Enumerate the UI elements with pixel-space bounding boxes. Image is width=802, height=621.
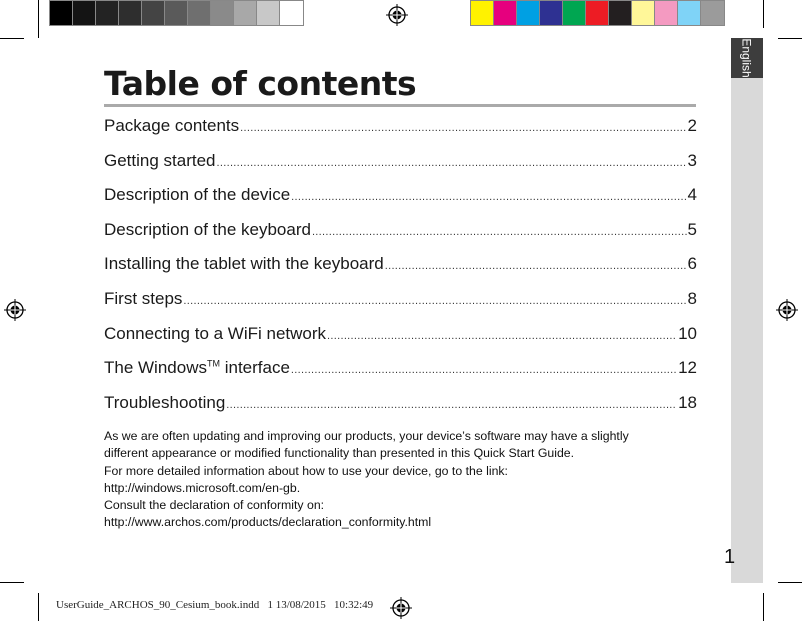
toc-entry-troubleshooting[interactable]: [104, 389, 697, 424]
toc-entry-connecting-wifi[interactable]: [104, 320, 697, 355]
crop-mark-top-right-h: [778, 38, 802, 39]
registration-mark-left: [4, 299, 26, 321]
title-rule: [104, 104, 696, 107]
toc-entry-description-device[interactable]: [104, 181, 697, 216]
info-notes: [104, 428, 714, 532]
trademark-mark: TM: [206, 358, 220, 369]
notes-link-microsoft[interactable]: http://windows.microsoft.com/en-gb.: [104, 480, 301, 495]
toc-entry-page: 18: [678, 392, 697, 412]
cmyk-swatch: [517, 1, 540, 25]
toc-entry-page: 4: [687, 185, 697, 205]
cmyk-swatch: [494, 1, 517, 25]
grayscale-color-bar: [49, 0, 304, 26]
crop-mark-top-right-v: [763, 0, 764, 28]
cmyk-swatch: [540, 1, 563, 25]
toc-list: [104, 112, 697, 423]
toc-entry-windows-interface[interactable]: [104, 354, 697, 389]
toc-entry-getting-started[interactable]: [104, 147, 697, 182]
toc-dot-leader: [226, 399, 677, 411]
cmyk-color-bar: [470, 0, 725, 26]
toc-dot-leader: [327, 330, 677, 342]
toc-entry-page: 2: [687, 116, 697, 135]
crop-mark-top-left-h: [0, 38, 24, 39]
grayscale-swatch: [280, 1, 303, 25]
grayscale-swatch: [257, 1, 280, 25]
toc-entry-label: Installing the tablet with the keyboard: [104, 254, 384, 274]
toc-dot-leader: [291, 364, 677, 376]
grayscale-swatch: [188, 1, 211, 25]
toc-dot-leader: [217, 157, 687, 169]
crop-mark-bottom-left-h: [0, 582, 24, 583]
grayscale-swatch: [211, 1, 234, 25]
cmyk-swatch: [586, 1, 609, 25]
toc-dot-leader: [291, 191, 686, 203]
crop-mark-bottom-left-v: [38, 593, 39, 621]
toc-entry-label: [104, 358, 290, 378]
toc-entry-first-steps[interactable]: [104, 285, 697, 320]
toc-dot-leader: [385, 260, 687, 272]
toc-entry-label-main: The Windows: [104, 358, 207, 378]
toc-dot-leader: [312, 226, 687, 238]
toc-entry-label: Troubleshooting: [104, 392, 226, 412]
notes-line: For more detailed information about how to use your device, go to the link:: [104, 463, 508, 478]
language-tab-label: English: [740, 38, 755, 78]
grayscale-swatch: [119, 1, 142, 25]
crop-mark-top-left-v: [38, 0, 39, 38]
cmyk-swatch: [471, 1, 494, 25]
toc-entry-description-keyboard[interactable]: [104, 216, 697, 251]
toc-dot-leader: [183, 295, 686, 307]
toc-entry-label: Description of the device: [104, 185, 291, 205]
notes-line: Consult the declaration of conformity on:: [104, 498, 325, 513]
toc-entry-page: 12: [678, 358, 697, 378]
cmyk-swatch: [609, 1, 632, 25]
toc-entry-page: 10: [678, 323, 697, 343]
cmyk-swatch: [678, 1, 701, 25]
page-title: Table of contents: [104, 64, 417, 103]
toc-dot-leader: [240, 122, 686, 134]
toc-entry-page: 6: [687, 254, 697, 274]
side-strip: [731, 38, 763, 583]
toc-entry-label: First steps: [104, 288, 183, 308]
grayscale-swatch: [73, 1, 96, 25]
cmyk-swatch: [655, 1, 678, 25]
grayscale-swatch: [234, 1, 257, 25]
toc-entry-label: Package contents: [104, 116, 240, 135]
toc-entry-page: 8: [687, 288, 697, 308]
notes-line: different appearance or modified functionality than presented in this Quick Start Guide.: [104, 446, 575, 461]
language-tab: [731, 38, 763, 78]
toc-entry-page: 5: [687, 219, 697, 239]
registration-mark-top: [386, 4, 408, 26]
toc-entry-package-contents[interactable]: [104, 112, 697, 147]
toc-entry-label: Getting started: [104, 150, 216, 170]
cmyk-swatch: [563, 1, 586, 25]
grayscale-swatch: [165, 1, 188, 25]
grayscale-swatch: [142, 1, 165, 25]
registration-mark-right: [776, 299, 798, 321]
toc-entry-label: Description of the keyboard: [104, 219, 311, 239]
notes-link-archos-conformity[interactable]: http://www.archos.com/products/declaration_conformity.html: [104, 515, 432, 530]
print-slug: UserGuide_ARCHOS_90_Cesium_book.indd 1 13/08/2015 10:32:49: [56, 599, 374, 611]
cmyk-swatch: [632, 1, 655, 25]
notes-line: As we are often updating and improving our products, your device’s software may have a slightly: [104, 429, 629, 443]
toc-entry-page: 3: [687, 150, 697, 170]
cmyk-swatch: [701, 1, 724, 25]
toc-entry-installing-tablet[interactable]: [104, 250, 697, 285]
crop-mark-bottom-right-h: [778, 582, 802, 583]
registration-mark-bottom: [390, 597, 412, 619]
grayscale-swatch: [96, 1, 119, 25]
page-number: 1: [724, 546, 736, 568]
toc-entry-label-suffix: interface: [219, 358, 290, 378]
toc-entry-label: Connecting to a WiFi network: [104, 323, 327, 343]
grayscale-swatch: [50, 1, 73, 25]
crop-mark-bottom-right-v: [763, 593, 764, 621]
